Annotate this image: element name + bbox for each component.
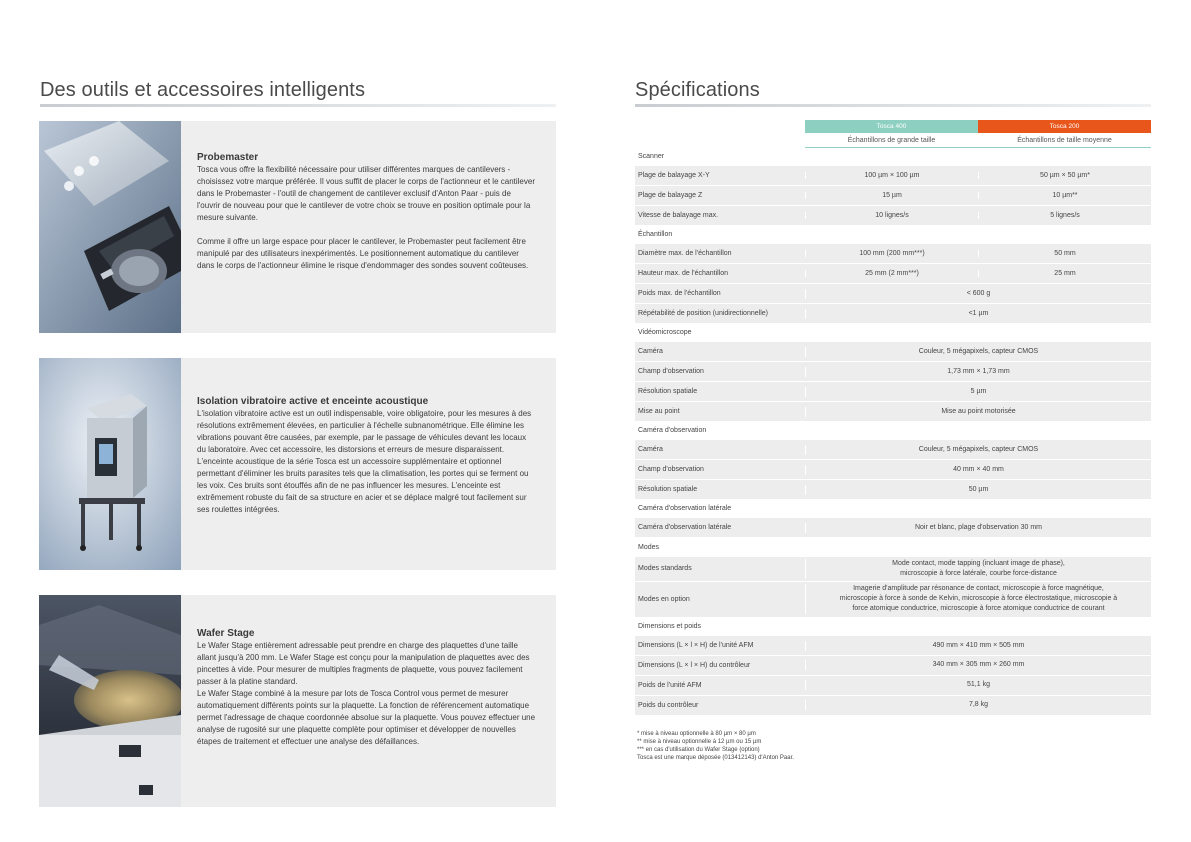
column-subheader-tosca-400: Échantillons de grande taille	[805, 133, 978, 148]
footnote: Tosca est une marque déposée (013412143) d'Anton Paar.	[637, 755, 794, 761]
spec-row	[635, 186, 1151, 206]
specifications-table	[635, 120, 1151, 716]
spec-row-label: Champ d'observation	[638, 368, 704, 376]
probemaster-photo	[39, 121, 181, 333]
spec-row-label: Répétabilité de position (unidirectionnelle)	[638, 310, 768, 318]
spec-value-shared: 7,8 kg	[805, 700, 1151, 710]
spec-value-shared: Couleur, 5 mégapixels, capteur CMOS	[805, 445, 1151, 455]
spec-row	[635, 557, 1151, 582]
spec-section-row	[635, 422, 1151, 440]
spec-value-shared: Couleur, 5 mégapixels, capteur CMOS	[805, 347, 1151, 357]
spec-row-label: Caméra	[638, 348, 663, 356]
card-paragraph: Tosca vous offre la flexibilité nécessaire pour utiliser différentes marques de cantilevers - choisissez votre marque préférée. Il vous suffit de placer le corps de l'actionneur et le cantilever dans le Probemaster - l'outil de changement de cantilever exclusif d'Anton Paar - puis de l'ouvrir de nouveau pour que le cantilever de votre choix se trouve en position optimale pour la mesure suivante.	[197, 165, 535, 222]
spec-section-label: Modes	[638, 543, 660, 551]
spec-value-tosca-200: 50 µm × 50 µm*	[978, 172, 1151, 179]
spec-row	[635, 460, 1151, 480]
spec-value-shared: < 600 g	[805, 289, 1151, 299]
spec-row	[635, 304, 1151, 324]
spec-row	[635, 264, 1151, 284]
spec-row-label: Caméra d'observation latérale	[638, 524, 732, 532]
spec-row	[635, 382, 1151, 402]
spec-row-label: Résolution spatiale	[638, 486, 698, 494]
column-subheader-tosca-200: Échantillons de taille moyenne	[978, 133, 1151, 148]
spec-value-tosca-200: 5 lignes/s	[978, 212, 1151, 219]
spec-row-label: Hauteur max. de l'échantillon	[638, 270, 729, 278]
column-header-tosca-400: Tosca 400	[805, 120, 978, 133]
spec-value-shared: Mise au point motorisée	[805, 407, 1151, 417]
spec-section-label: Caméra d'observation latérale	[638, 505, 732, 513]
spec-value-tosca-400: 15 µm	[805, 192, 978, 199]
card-paragraph: L'isolation vibratoire active est un outil indispensable, voire obligatoire, pour les mesures à des résolutions extrêmement élevées, en particulier à l'échelle subnanométrique. Elle élimine les vibrations pouvant être causées, par exemple, par le passage de véhicules devant les locaux du laboratoire. Avec cet accessoire, les distorsions et erreurs de mesure disparaissent. L'enceinte acoustique de la série Tosca est un accessoire supplémentaire et optionnel permettant d'éliminer les bruits parasites tels que la climatisation, les portes qui se ferment ou les voix. Ces bruits sont étouffés afin de ne pas influencer les mesures. L'enceinte est extrêmement robuste du fait de sa structure en acier et se déplace malgré tout facilement sur ses roulettes intégrées.	[197, 409, 532, 514]
spec-row	[635, 676, 1151, 696]
spec-value-shared: 490 mm × 410 mm × 505 mm	[805, 641, 1151, 651]
spec-value-shared: Mode contact, mode tapping (incluant image de phase), microscopie à force latérale, courbe force-distance	[805, 559, 1151, 579]
spec-row-label: Mise au point	[638, 408, 680, 416]
spec-value-tosca-200: 50 mm	[978, 250, 1151, 257]
left-page-title: Des outils et accessoires intelligents	[40, 79, 366, 101]
spec-rows	[635, 148, 1151, 716]
spec-section-label: Vidéomicroscope	[638, 329, 692, 337]
spec-value-shared: Imagerie d'amplitude par résonance de contact, microscopie à force magnétique, microscopie à force à sonde de Kelvin, microscopie à force électrostatique, microscopie à force atomique conductrice, microscopie à force atomique conductrice de courant	[805, 584, 1151, 614]
footnote: ** mise à niveau optionnelle à 12 µm ou 15 µm	[637, 739, 762, 745]
spec-row	[635, 518, 1151, 538]
spec-value-shared: <1 µm	[805, 309, 1151, 319]
left-title-rule	[40, 104, 556, 107]
card-paragraph: Le Wafer Stage entièrement adressable peut prendre en charge des plaquettes d'une taille allant jusqu'à 200 mm. Le Wafer Stage est conçu pour la manipulation de plaquettes avec des pincettes à vide. Pour mesurer de multiples fragments de plaquette, vous pouvez facilement passer à la platine standard. Le Wafer Stage combiné à la mesure par lots de Tosca Control vous permet de mesurer automatiquement différents points sur la plaquette. La fonction de référencement automatique permet l'adressage de chaque coordonnée absolue sur la plaquette. Vous pouvez effectuer une analyse de rugosité sur une plaquette complète pour optimiser et développer de nouvelles étapes de traitement et effectuer une analyse des défaillances.	[197, 641, 536, 746]
spec-subheader-row	[635, 133, 1151, 148]
footnotes	[637, 730, 794, 762]
spec-section-row	[635, 226, 1151, 244]
spec-row	[635, 166, 1151, 186]
column-header-tosca-200: Tosca 200	[978, 120, 1151, 133]
spec-header-row	[635, 120, 1151, 133]
spec-row	[635, 362, 1151, 382]
spec-row-label: Plage de balayage X-Y	[638, 172, 710, 180]
wafer-stage-photo	[39, 595, 181, 807]
spec-section-row	[635, 538, 1151, 556]
spec-value-shared: 5 µm	[805, 387, 1151, 397]
footnote: * mise à niveau optionnelle à 80 µm × 80 µm	[637, 731, 756, 737]
spec-section-label: Échantillon	[638, 231, 673, 239]
right-title-rule	[635, 104, 1151, 107]
spec-row-label: Dimensions (L × l × H) du contrôleur	[638, 661, 751, 669]
spec-value-tosca-200: 10 µm**	[978, 192, 1151, 199]
spec-section-label: Dimensions et poids	[638, 622, 702, 630]
spec-value-tosca-400: 100 µm × 100 µm	[805, 172, 978, 179]
spec-row	[635, 440, 1151, 460]
spec-row	[635, 244, 1151, 264]
spec-value-tosca-400: 100 mm (200 mm***)	[805, 250, 978, 257]
spec-row-label: Poids max. de l'échantillon	[638, 290, 721, 298]
spec-value-tosca-400: 25 mm (2 mm***)	[805, 270, 978, 277]
spec-section-row	[635, 148, 1151, 166]
spec-row-label: Caméra	[638, 446, 663, 454]
spec-value-shared: 40 mm × 40 mm	[805, 465, 1151, 475]
acoustic-enclosure-photo	[39, 358, 181, 570]
spec-section-label: Caméra d'observation	[638, 427, 707, 435]
card-probemaster	[39, 121, 556, 333]
spec-value-tosca-200: 25 mm	[978, 270, 1151, 277]
spec-row-label: Diamètre max. de l'échantillon	[638, 250, 732, 258]
spec-row-label: Modes en option	[638, 595, 690, 603]
spec-row	[635, 206, 1151, 226]
spec-row	[635, 656, 1151, 676]
spec-row	[635, 480, 1151, 500]
footnote: *** en cas d'utilisation du Wafer Stage (option)	[637, 747, 760, 753]
card-title: Probemaster	[197, 152, 259, 163]
spec-section-row	[635, 500, 1151, 518]
right-page-title: Spécifications	[635, 79, 760, 101]
spec-row	[635, 636, 1151, 656]
card-title: Isolation vibratoire active et enceinte acoustique	[197, 396, 429, 407]
spec-row-label: Poids du contrôleur	[638, 701, 699, 709]
spec-row	[635, 582, 1151, 618]
spec-row	[635, 696, 1151, 716]
spec-row-label: Modes standards	[638, 565, 692, 573]
spec-row-label: Plage de balayage Z	[638, 192, 703, 200]
card-paragraph: Comme il offre un large espace pour placer le cantilever, le Probemaster peut facilement être manipulé par des utilisateurs inexpérimentés. Le positionnement automatique du cantilever dans le corps de l'actionneur élimine le risque d'endommager des sondes souvent coûteuses.	[197, 237, 529, 270]
spec-value-shared: 50 µm	[805, 485, 1151, 495]
spec-row-label: Vitesse de balayage max.	[638, 212, 719, 220]
spec-value-shared: 1,73 mm × 1,73 mm	[805, 367, 1151, 377]
spec-row	[635, 402, 1151, 422]
spec-value-shared: Noir et blanc, plage d'observation 30 mm	[805, 523, 1151, 533]
spec-section-label: Scanner	[638, 153, 665, 161]
spec-row	[635, 342, 1151, 362]
spec-section-row	[635, 324, 1151, 342]
card-title: Wafer Stage	[197, 628, 255, 639]
spec-row-label: Dimensions (L × l × H) de l'unité AFM	[638, 642, 754, 650]
spec-value-shared: 51,1 kg	[805, 680, 1151, 690]
spec-row	[635, 284, 1151, 304]
spec-value-tosca-400: 10 lignes/s	[805, 212, 978, 219]
spec-value-shared: 340 mm × 305 mm × 260 mm	[805, 660, 1151, 670]
spec-row-label: Poids de l'unité AFM	[638, 681, 702, 689]
spec-section-row	[635, 618, 1151, 636]
spec-row-label: Résolution spatiale	[638, 388, 698, 396]
card-isolation	[39, 358, 556, 570]
spec-row-label: Champ d'observation	[638, 466, 704, 474]
card-wafer-stage	[39, 595, 556, 807]
